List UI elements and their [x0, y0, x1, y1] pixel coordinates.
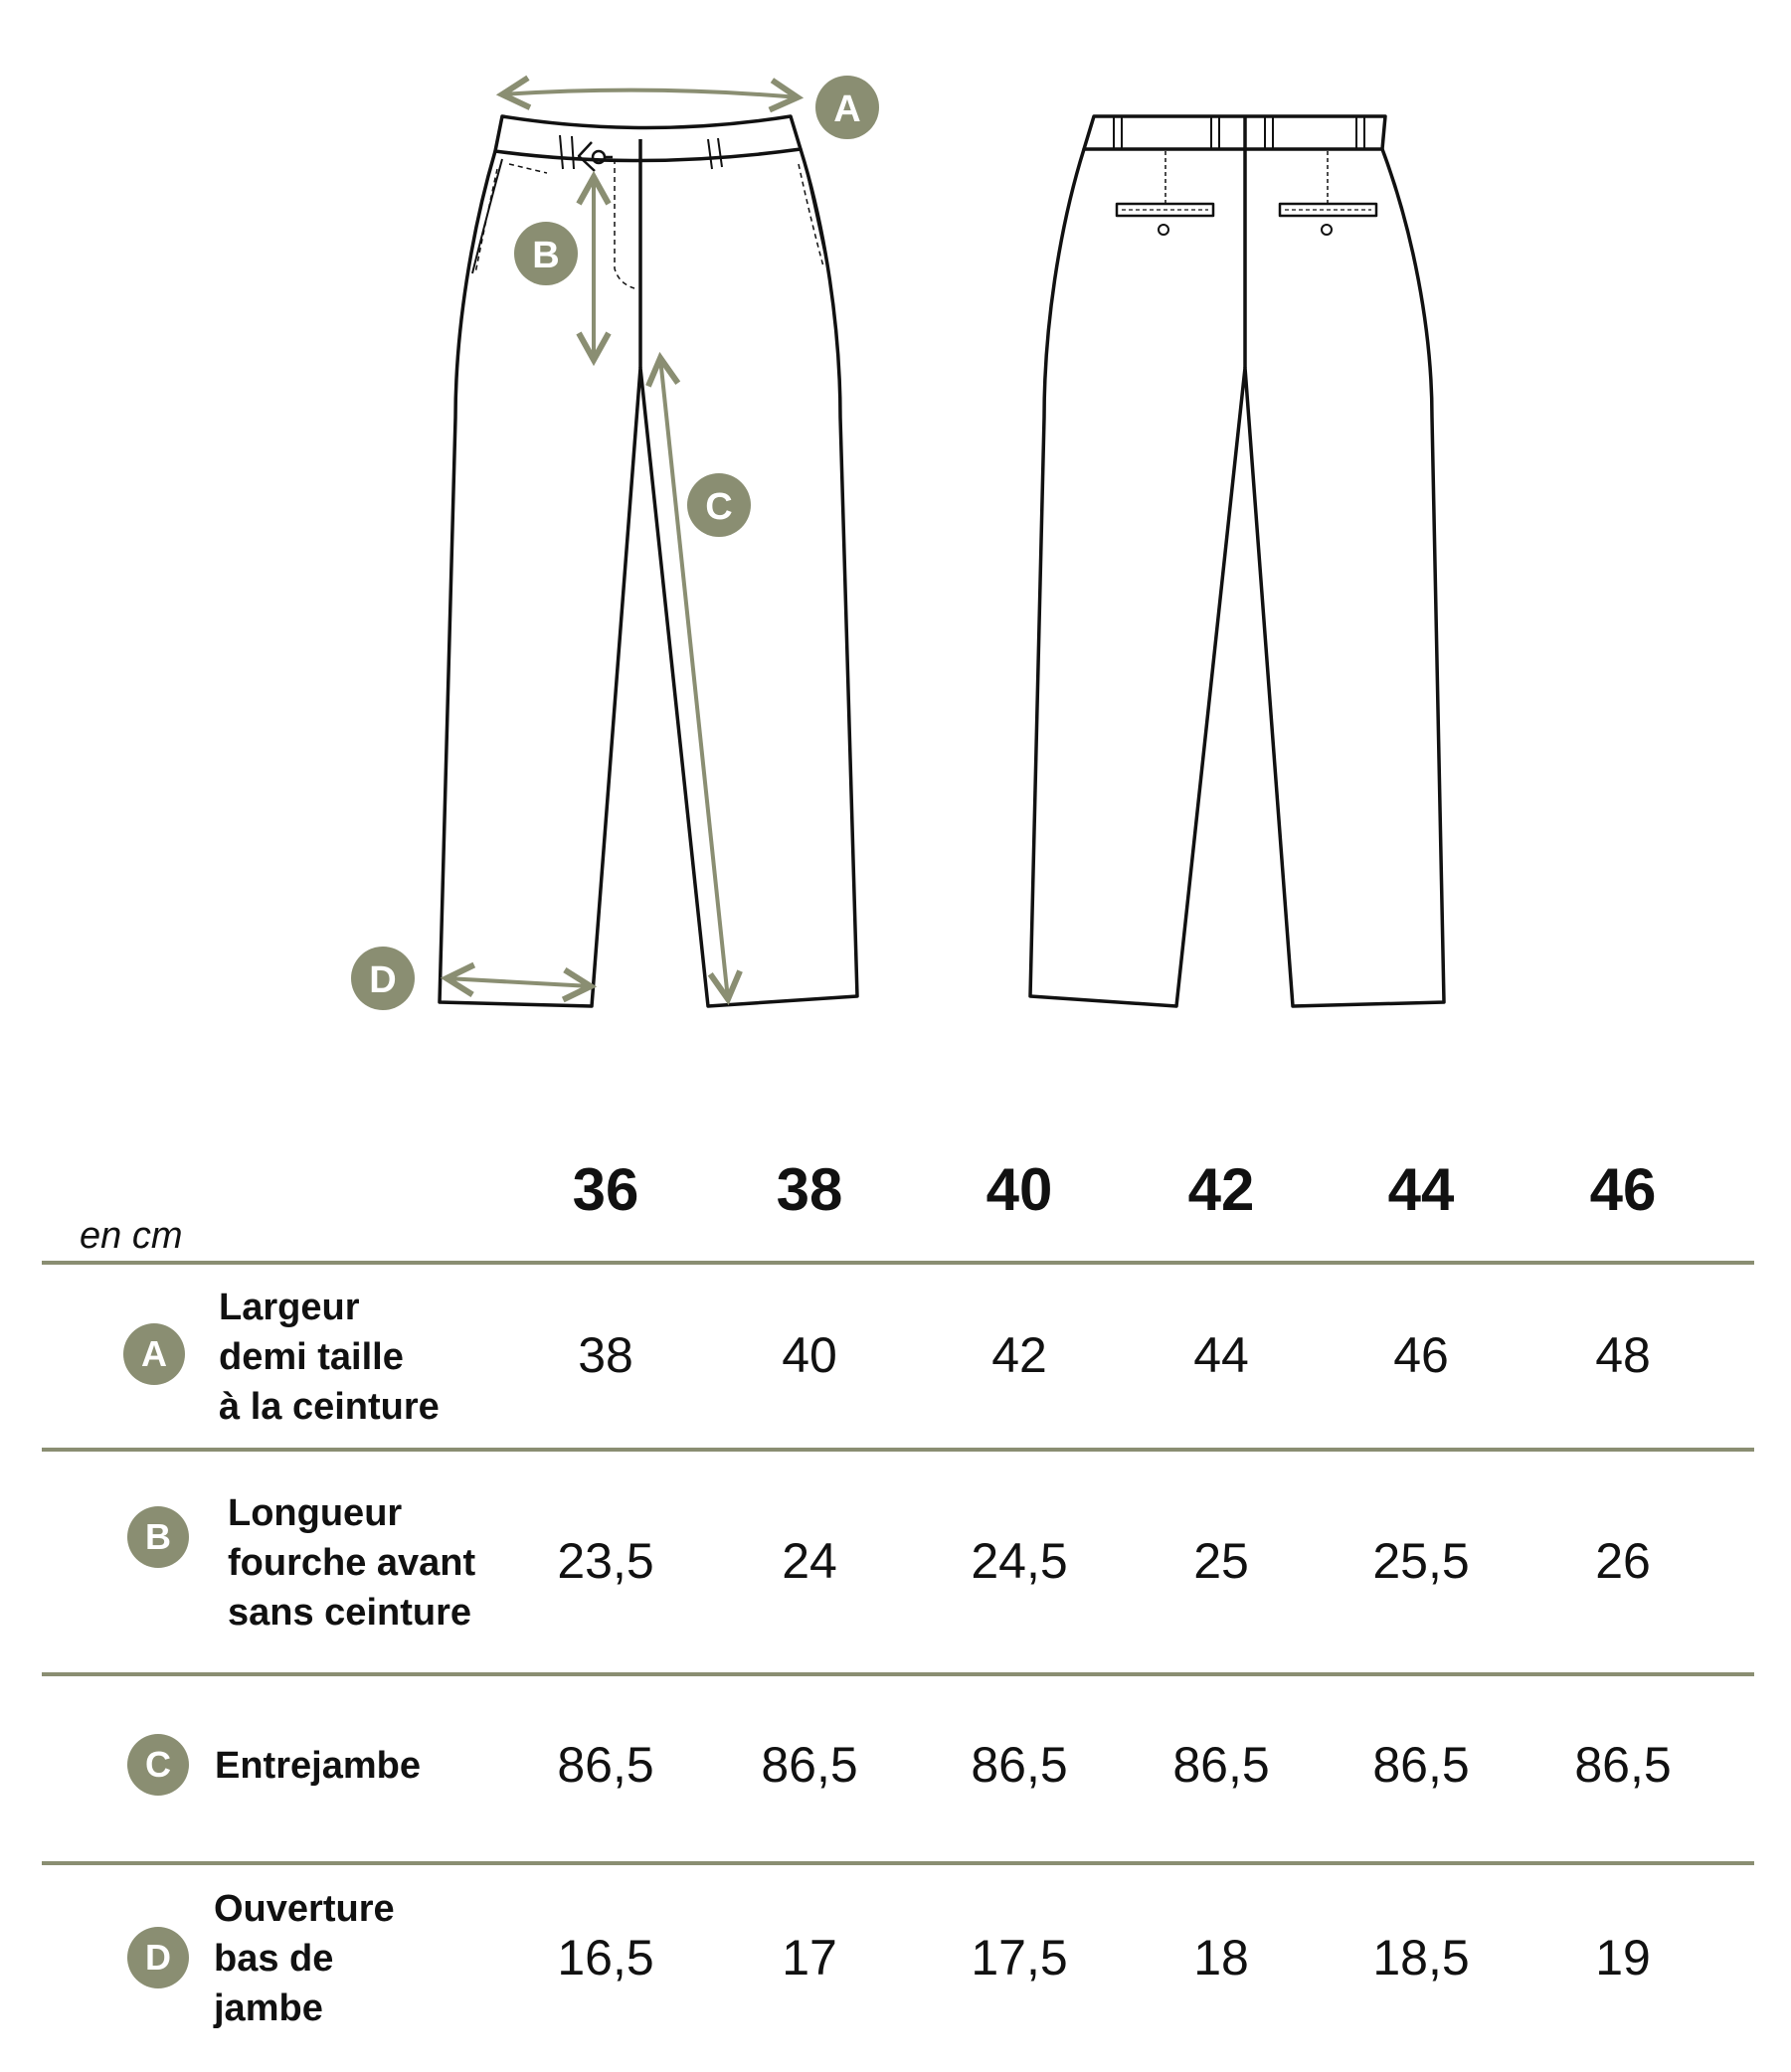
table-cell: 38: [578, 1327, 633, 1383]
row-label-d: Ouverture bas de jambe: [214, 1888, 395, 2029]
badge-d: [351, 947, 415, 1010]
back-belt-loop-4: [1356, 117, 1364, 149]
table-cell: 24: [782, 1533, 837, 1589]
table-cell: 18,5: [1372, 1930, 1470, 1986]
size-header-42: 42: [1187, 1156, 1255, 1223]
table-cell: 86,5: [557, 1737, 654, 1793]
table-cell: 86,5: [761, 1737, 858, 1793]
table-cell: 86,5: [1172, 1737, 1270, 1793]
arrow-c-inseam: [660, 358, 728, 999]
table-cell: 23,5: [557, 1533, 654, 1589]
front-view: [440, 116, 857, 1006]
back-view: [1030, 116, 1444, 1006]
front-outline: [440, 149, 857, 1006]
svg-text:A: A: [833, 88, 861, 130]
back-pocket-right-button: [1322, 225, 1332, 235]
back-belt-loop-1: [1114, 117, 1122, 149]
front-pocket-right-edge: [804, 157, 828, 270]
size-header-40: 40: [985, 1156, 1053, 1223]
table-cell: 48: [1595, 1327, 1651, 1383]
table-cell: 26: [1595, 1533, 1651, 1589]
back-belt-loop-2: [1211, 117, 1219, 149]
measurement-arrows: [447, 90, 798, 999]
row-badge-c: C: [127, 1734, 189, 1796]
arrow-d-leg-opening: [447, 978, 591, 986]
table-cell: 25,5: [1372, 1533, 1470, 1589]
table-cell: 40: [782, 1327, 837, 1383]
row-badge-a: A: [123, 1323, 185, 1385]
front-belt-loop-right: [708, 138, 722, 169]
table-cell: 46: [1393, 1327, 1449, 1383]
size-header-38: 38: [776, 1156, 843, 1223]
svg-text:D: D: [369, 959, 397, 1001]
badge-c: [687, 473, 751, 537]
table-cell: 16,5: [557, 1930, 654, 1986]
front-waistband: [495, 116, 801, 161]
table-cell: 25: [1193, 1533, 1249, 1589]
back-outline: [1030, 149, 1444, 1006]
size-header-46: 46: [1589, 1156, 1657, 1223]
table-cell: 17,5: [971, 1930, 1068, 1986]
table-rule: [42, 1448, 1754, 1452]
size-header-44: 44: [1387, 1156, 1455, 1223]
back-belt-loop-3: [1265, 117, 1273, 149]
table-cell: 24,5: [971, 1533, 1068, 1589]
badge-a: [815, 76, 879, 139]
table-cell: 86,5: [971, 1737, 1068, 1793]
back-pocket-left-button: [1159, 225, 1168, 235]
size-header-36: 36: [572, 1156, 639, 1223]
row-badge-b: B: [127, 1506, 189, 1568]
table-rule: [42, 1261, 1754, 1265]
table-cell: 18: [1193, 1930, 1249, 1986]
badge-b: [514, 222, 578, 285]
table-rule: [42, 1861, 1754, 1865]
svg-text:C: C: [705, 486, 733, 528]
unit-label: en cm: [80, 1215, 183, 1257]
back-waistband: [1084, 116, 1385, 149]
front-belt-loop-left: [560, 135, 574, 169]
arrow-a-waist: [502, 90, 798, 97]
row-label-c: Entrejambe: [215, 1745, 421, 1787]
table-cell: 44: [1193, 1327, 1249, 1383]
table-cell: 42: [991, 1327, 1047, 1383]
table-cell: 86,5: [1372, 1737, 1470, 1793]
table-cell: 19: [1595, 1930, 1651, 1986]
row-label-a: Largeur demi taille à la ceinture: [219, 1287, 440, 1428]
table-cell: 17: [782, 1930, 837, 1986]
row-label-b: Longueur fourche avant sans ceinture: [228, 1492, 476, 1634]
svg-text:B: B: [532, 235, 560, 276]
table-rule: [42, 1672, 1754, 1676]
table-cell: 86,5: [1574, 1737, 1672, 1793]
row-badge-d: D: [127, 1927, 189, 1988]
front-fly-stitch: [615, 159, 634, 288]
